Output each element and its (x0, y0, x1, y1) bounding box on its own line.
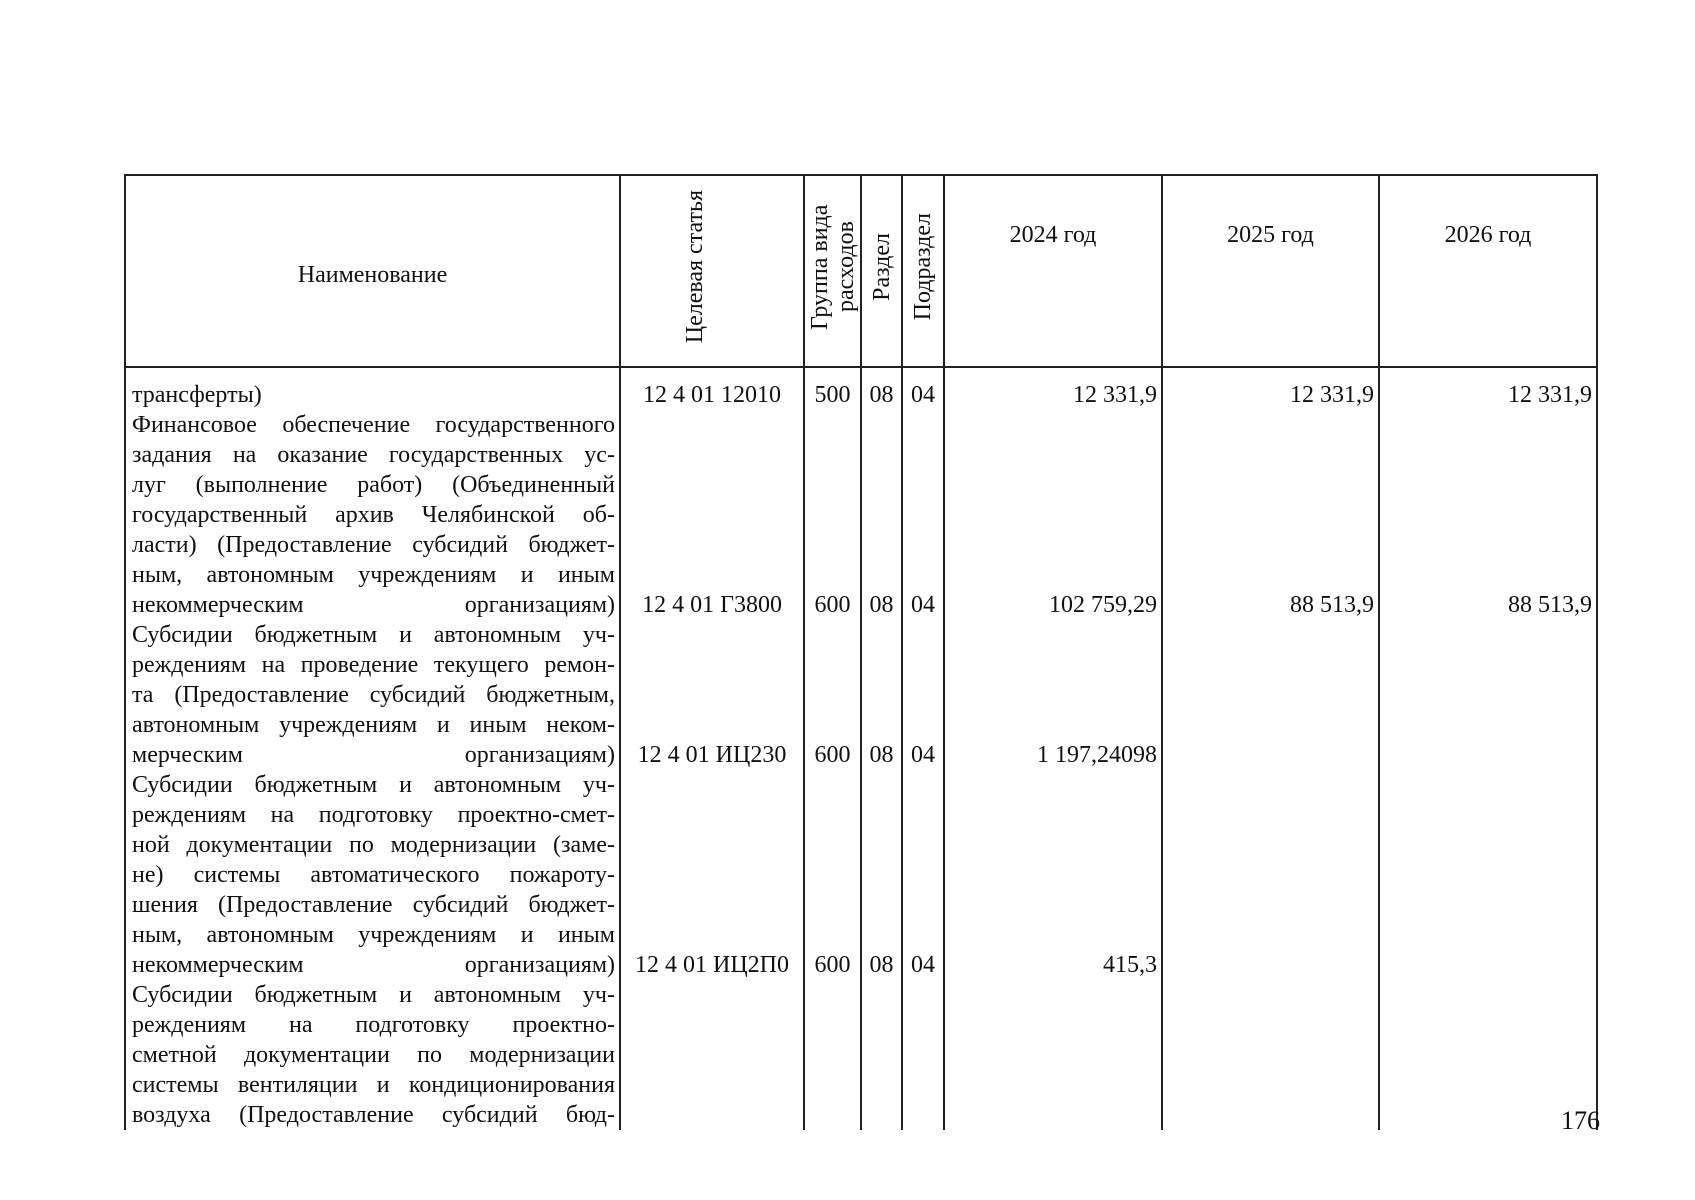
word: субсидий (412, 892, 509, 918)
row-expense-group: 600 (804, 620, 861, 770)
word: автономным (433, 772, 562, 798)
word: системы (193, 862, 281, 888)
spacer-cell (1162, 367, 1379, 380)
word: об- (582, 502, 615, 528)
word: Челябинской (421, 502, 555, 528)
word: текущего (433, 652, 529, 678)
word: по (417, 1042, 442, 1068)
row-value-2024: 415,3 (944, 770, 1162, 980)
word: та (132, 682, 154, 708)
row-name-line (132, 680, 615, 710)
header-subsection-text: Подраздел (910, 213, 936, 321)
row-name-cell (125, 410, 620, 620)
spacer-cell (1379, 367, 1597, 380)
word: и (376, 1072, 390, 1098)
header-name: Наименование (125, 175, 620, 367)
row-subsection: 04 (902, 770, 944, 980)
row-section: 08 (861, 770, 902, 980)
header-year-2026: 2026 год (1379, 175, 1597, 367)
word: реждениям (132, 652, 247, 678)
row-name-line (132, 980, 615, 1010)
word: подготовку (355, 1012, 470, 1038)
word: и (399, 982, 412, 1008)
row-target-article: 12 4 01 ИЦ230 (620, 620, 804, 770)
word: учреждениям (279, 712, 418, 738)
word: бюджетным (254, 772, 378, 798)
word: вентиляции (237, 1072, 358, 1098)
row-name-line (132, 800, 615, 830)
word: бюджет- (528, 532, 615, 558)
row-name-line (132, 1040, 615, 1070)
word: по (349, 832, 374, 858)
word: бюджетным (254, 622, 378, 648)
word: уч- (582, 772, 615, 798)
row-section: 08 (861, 410, 902, 620)
header-target-article-text: Целевая статья (682, 190, 708, 344)
word: уч- (582, 982, 615, 1008)
row-name-cell (125, 380, 620, 410)
word: (выполнение (195, 472, 328, 498)
word: на (270, 802, 295, 828)
row-value-2025 (1162, 620, 1379, 770)
header-expense-group (804, 175, 861, 367)
word: иным (557, 562, 615, 588)
row-section (861, 980, 902, 1130)
word: государственный (132, 502, 308, 528)
row-name-line: некоммерческим организациям) (132, 592, 615, 618)
word: документации (186, 832, 333, 858)
row-name-line (132, 860, 615, 890)
word: Финансовое (132, 412, 257, 438)
row-expense-group: 600 (804, 410, 861, 620)
word: (заме- (553, 832, 615, 858)
word: проектно- (512, 1012, 615, 1038)
word: автономным (206, 922, 334, 948)
word: шения (132, 892, 198, 918)
word: автономным (206, 562, 334, 588)
word: не) (132, 862, 164, 888)
word: иным (469, 712, 527, 738)
table-row (125, 770, 1597, 980)
word: бюджет- (528, 892, 615, 918)
spacer-cell (861, 367, 902, 380)
table-row (125, 410, 1597, 620)
row-name-cell (125, 620, 620, 770)
row-section: 08 (861, 380, 902, 410)
row-name-line (132, 440, 615, 470)
row-value-2026: 12 331,9 (1379, 380, 1597, 410)
row-name-line (132, 890, 615, 920)
row-name-line: некоммерческим организациям) (132, 952, 615, 978)
row-target-article: 12 4 01 12010 (620, 380, 804, 410)
row-value-2026 (1379, 770, 1597, 980)
word: неком- (546, 712, 615, 738)
word: автономным (433, 622, 562, 648)
spacer-cell (944, 367, 1162, 380)
row-expense-group: 500 (804, 380, 861, 410)
word: уч- (582, 622, 615, 648)
word: Субсидии (132, 982, 233, 1008)
table-spacer-row (125, 367, 1597, 380)
word: ласти) (132, 532, 197, 558)
word: ус- (584, 442, 615, 468)
row-name-line (132, 500, 615, 530)
word: ной (132, 832, 170, 858)
page-number: 176 (1561, 1106, 1600, 1135)
row-value-2025: 88 513,9 (1162, 410, 1379, 620)
word: автономным (132, 712, 260, 738)
word: на (288, 1012, 313, 1038)
table-header-row (125, 175, 1597, 367)
word: бюджетным (254, 982, 378, 1008)
row-subsection: 04 (902, 380, 944, 410)
word: ремон- (544, 652, 615, 678)
word: иным (557, 922, 615, 948)
word: проектно-смет- (457, 802, 615, 828)
word: государственного (435, 412, 615, 438)
row-subsection: 04 (902, 620, 944, 770)
row-expense-group: 600 (804, 770, 861, 980)
word: (Предоставление (218, 892, 393, 918)
row-expense-group (804, 980, 861, 1130)
row-name-line (132, 530, 615, 560)
row-value-2024: 12 331,9 (944, 380, 1162, 410)
row-name-cell (125, 980, 620, 1130)
header-subsection (902, 175, 944, 367)
row-target-article (620, 980, 804, 1130)
spacer-cell (902, 367, 944, 380)
word: автоматического (310, 862, 480, 888)
row-subsection: 04 (902, 410, 944, 620)
row-value-2024: 1 197,24098 (944, 620, 1162, 770)
word: и (399, 622, 412, 648)
word: Субсидии (132, 622, 233, 648)
word: оказание (277, 442, 368, 468)
word: государственных (388, 442, 564, 468)
table-body (125, 367, 1597, 1130)
word: Субсидии (132, 772, 233, 798)
row-name-cell (125, 770, 620, 980)
table-row (125, 380, 1597, 410)
word: сметной (132, 1042, 217, 1068)
word: ным, (132, 562, 183, 588)
row-name-line: трансферты) (132, 382, 262, 408)
row-name-line (132, 410, 615, 440)
word: обеспечение (282, 412, 411, 438)
row-value-2026: 88 513,9 (1379, 410, 1597, 620)
word: проведение (300, 652, 419, 678)
row-target-article: 12 4 01 Г3800 (620, 410, 804, 620)
word: субсидий (412, 532, 508, 558)
row-value-2025 (1162, 980, 1379, 1130)
row-target-article: 12 4 01 ИЦ2П0 (620, 770, 804, 980)
word: (Предоставление (217, 532, 392, 558)
row-value-2026 (1379, 620, 1597, 770)
word: и (520, 922, 534, 948)
row-name-line (132, 920, 615, 950)
row-name-line (132, 650, 615, 680)
header-target-article (620, 175, 804, 367)
word: и (436, 712, 450, 738)
word: подготовку (318, 802, 433, 828)
word: учреждениям (358, 922, 497, 948)
word: пожароту- (509, 862, 615, 888)
header-section (861, 175, 902, 367)
word: документации (243, 1042, 390, 1068)
row-name-line (132, 770, 615, 800)
word: модернизации (469, 1042, 615, 1068)
row-name-line (132, 830, 615, 860)
header-expense-group-text: Группа вида расходов (806, 204, 859, 330)
word: (Предоставление (174, 682, 349, 708)
row-name-line (132, 710, 615, 740)
header-year-2024: 2024 год (944, 175, 1162, 367)
word: луг (132, 472, 166, 498)
table-row (125, 620, 1597, 770)
row-name-line (132, 560, 615, 590)
word: бюджетным, (486, 682, 615, 708)
word: модернизации (390, 832, 537, 858)
row-value-2024: 102 759,29 (944, 410, 1162, 620)
word: кондиционирования (408, 1072, 615, 1098)
word: ным, (132, 922, 183, 948)
budget-table (124, 174, 1598, 1130)
header-year-2025: 2025 год (1162, 175, 1379, 367)
word: и (399, 772, 412, 798)
word: на (232, 442, 257, 468)
word: на (261, 652, 286, 678)
row-name-line (132, 1070, 615, 1100)
spacer-cell (620, 367, 804, 380)
word: системы (132, 1072, 219, 1098)
row-name-line (132, 470, 615, 500)
word: реждениям (132, 802, 247, 828)
header-section-text: Раздел (868, 233, 895, 301)
word: архив (335, 502, 394, 528)
row-value-2025 (1162, 770, 1379, 980)
word: автономным (433, 982, 562, 1008)
row-name-line (132, 1010, 615, 1040)
row-name-line: мерческим организациям) (132, 742, 615, 768)
row-value-2025: 12 331,9 (1162, 380, 1379, 410)
row-value-2024 (944, 980, 1162, 1130)
table-row (125, 980, 1597, 1130)
row-name-line (132, 620, 615, 650)
word: реждениям (132, 1012, 247, 1038)
spacer-cell (804, 367, 861, 380)
word: задания (132, 442, 212, 468)
row-name-line: воздуха (Предоставление субсидий бюд- (132, 1102, 615, 1128)
word: субсидий (369, 682, 466, 708)
word: (Объединенный (452, 472, 615, 498)
word: учреждениям (358, 562, 497, 588)
row-subsection (902, 980, 944, 1130)
word: работ) (357, 472, 423, 498)
spacer-cell (125, 367, 620, 380)
row-section: 08 (861, 620, 902, 770)
word: и (520, 562, 534, 588)
